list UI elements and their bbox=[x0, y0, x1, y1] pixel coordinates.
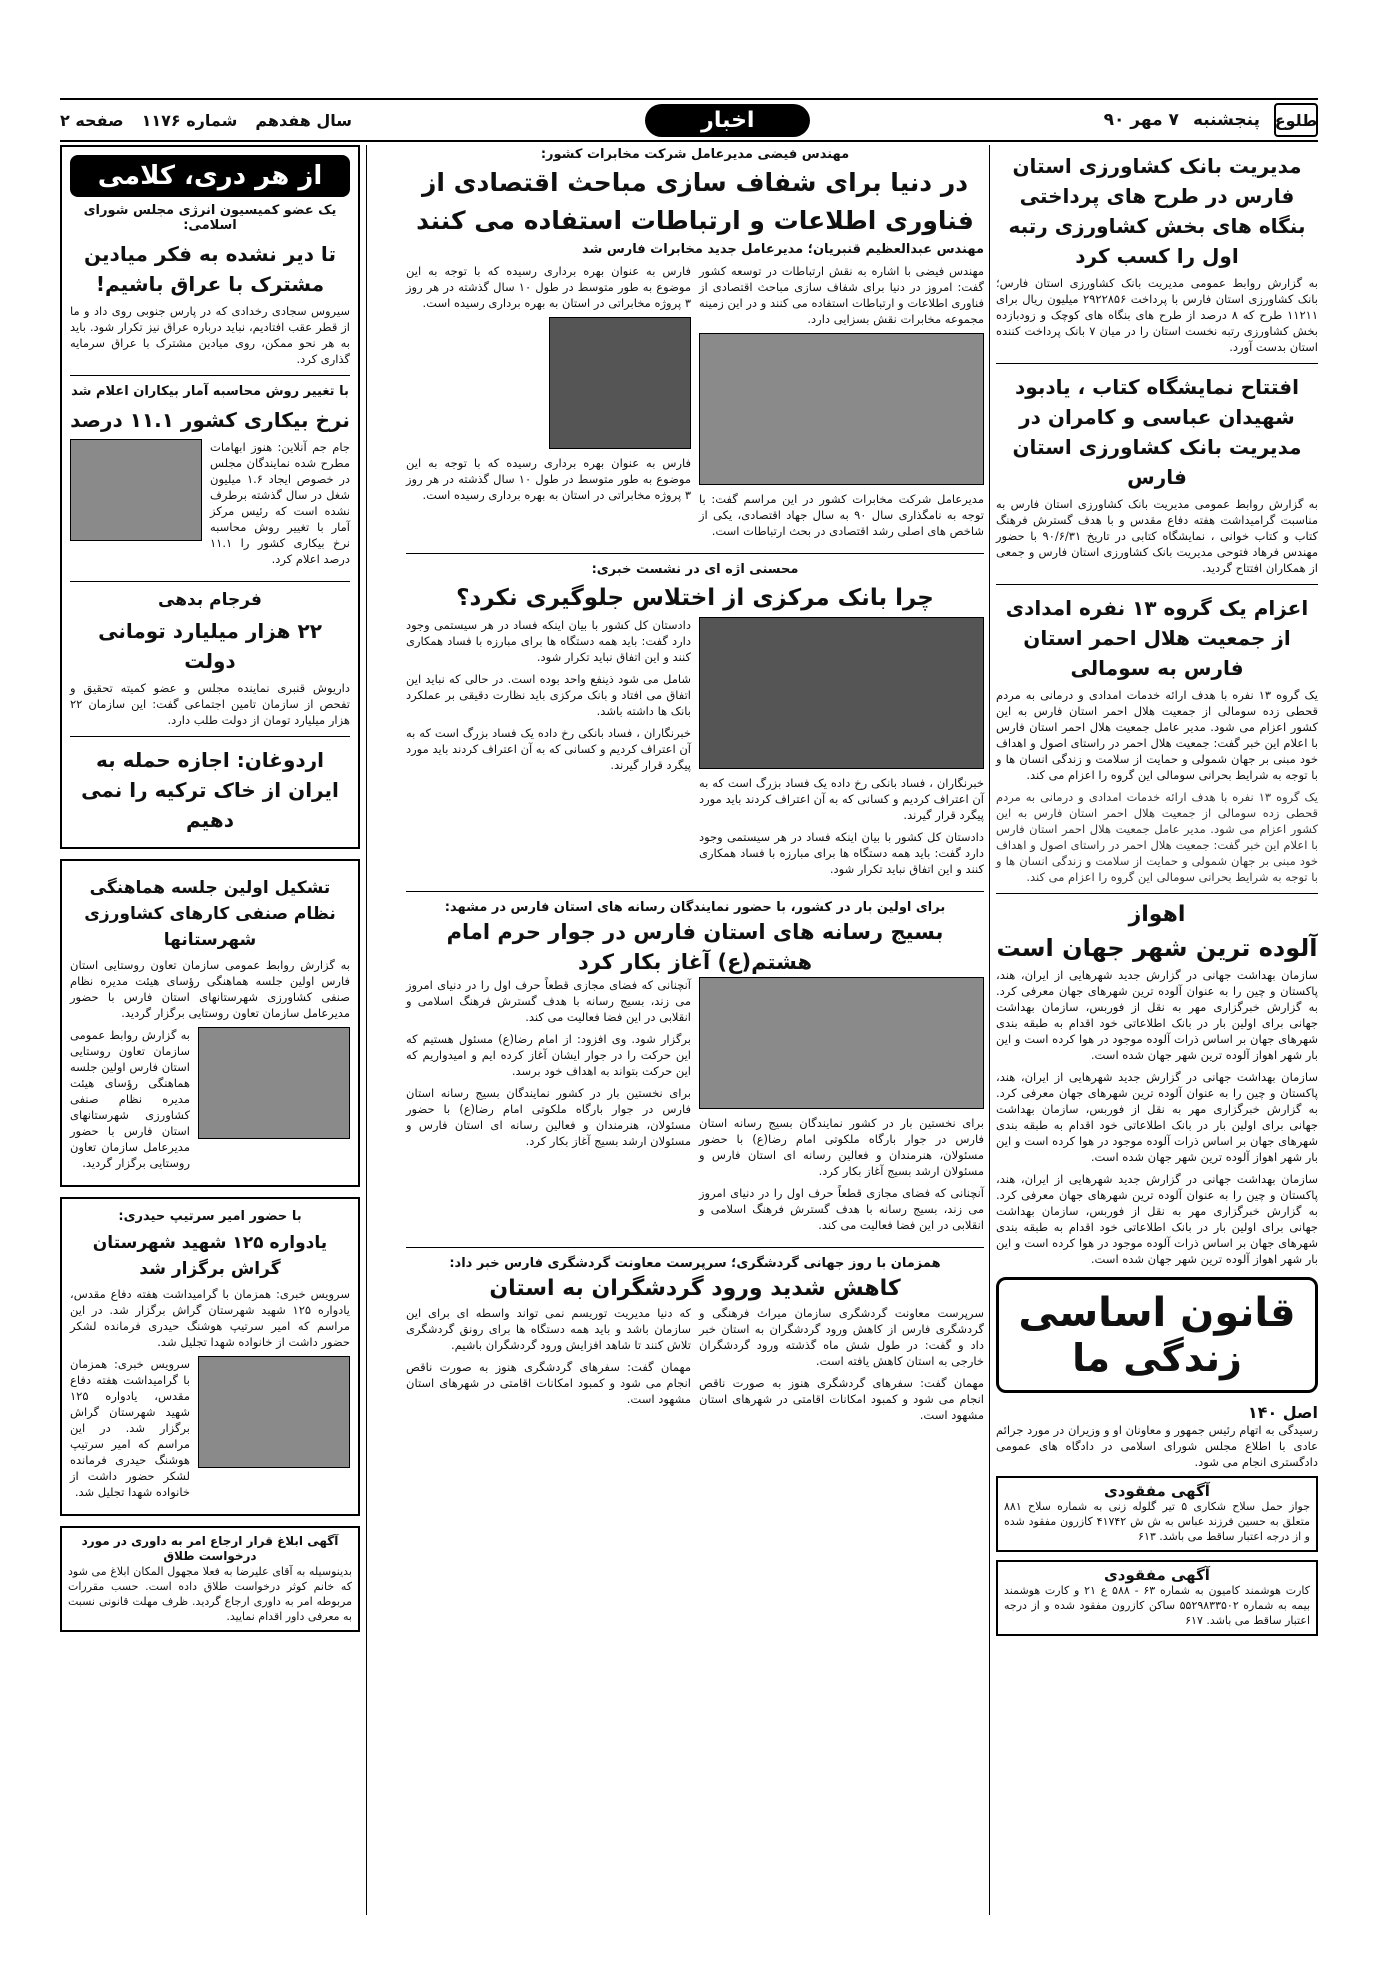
legal-notice-body: بدینوسیله به آقای علیرضا به فعلا مجهول المکان ابلاغ می شود که خانم کوثر درخواست طلاق داده است. حسب مقررات مربوطه امر به داوری ارجاع گردید. ظرف مهلت قانونی نسبت به معرفی داور اقدام نمایید. bbox=[68, 1565, 352, 1623]
lead-kicker: مهندس فیضی مدیرعامل شرکت مخابرات کشور: bbox=[540, 147, 850, 162]
article-title: اردوغان: اجازه حمله به ایران از خاک ترکیه را نمی دهیم bbox=[81, 748, 339, 832]
left-column bbox=[60, 145, 360, 1640]
article-title: تشکیل اولین جلسه هماهنگی نظام صنفی کارهای کشاورزی شهرستانها bbox=[84, 878, 336, 950]
photo-unemployment bbox=[70, 439, 202, 541]
guild-article-box bbox=[60, 859, 360, 1187]
photo-speaker bbox=[699, 617, 984, 769]
article-body: داریوش قنبری نماینده مجلس و عضو کمیته تحقیق و تفحص از سازمان تامین اجتماعی گفت: این سازمان ۲۲ هزار میلیارد تومان از دولت طلب دارد. bbox=[70, 681, 350, 727]
section-badge: اخبار bbox=[645, 104, 810, 137]
lost-notice-body: جواز حمل سلاح شکاری ۵ تیر گلوله زنی به شماره سلاح ۸۸۱ متعلق به حسین فرزند عباس به ش ش ۴۱۷۴۲ کازرون مفقود شده و از درجه اعتبار ساقط می باشد. ۶۱۳ bbox=[1004, 1500, 1310, 1543]
divider bbox=[406, 1247, 984, 1248]
lost-notice-title: آگهی مفقودی bbox=[1104, 1566, 1210, 1584]
article-body: سرپرست معاونت گردشگری سازمان میراث فرهنگی و گردشگری فارس از کاهش ورود گردشگران به استان خبر داد و گفت: در طول شش ماه گذشته ورود گردشگران خارجی به استان کاهش یافته است. bbox=[699, 1306, 984, 1368]
article-body: رسیدگی به اتهام رئیس جمهور و معاونان او و وزیران در مورد جرائم عادی با اطلاع مجلس شورای اسلامی در دادگاه های عمومی دادگستری انجام می شود. bbox=[996, 1423, 1318, 1469]
article-title: چرا بانک مرکزی از اختلاس جلوگیری نکرد؟ bbox=[456, 585, 934, 611]
article-body: یک گروه ۱۳ نفره با هدف ارائه خدمات امدادی و درمانی به مردم قحطی زده سومالی از جمعیت هلال احمر استان فارس به این کشور اعزام می شود. مدیر عامل جمعیت هلال احمر استان فارس با اعلام این خبر گفت: جمعیت هلال احمر در راستای اصول و اهداف خود مبنی بر جهان شمولی و حمایت از سلامت و زندگی انسان ها و با توجه به شرایط بحرانی سومالی این گروه را اعزام می کند. bbox=[996, 790, 1318, 884]
article-body: برگزار شود. وی افزود: از امام رضا(ع) مسئول هستیم که این حرکت را در جوار ایشان آغاز کرده ایم و امیدواریم که این حرکت بتواند به اهداف خود برسد. bbox=[406, 1032, 691, 1078]
article-body: سیروس سجادی رخدادی که در پارس جنوبی روی داد و ما از قطر عقب افتادیم، نباید درباره عراق نیز تکرار شود. باید به هر نحو ممکن، روی میادین مشترک با عراق سرمایه گذاری کرد. bbox=[70, 304, 350, 366]
article-body: یک گروه ۱۳ نفره با هدف ارائه خدمات امدادی و درمانی به مردم قحطی زده سومالی از جمعیت هلال احمر استان فارس به این کشور اعزام می شود. مدیر عامل جمعیت هلال احمر استان فارس با اعلام این خبر گفت: جمعیت هلال احمر در راستای اصول و اهداف خود مبنی بر جهان شمولی و حمایت از سلامت و زندگی انسان ها و با توجه به شرایط بحرانی سومالی این گروه را اعزام می کند. bbox=[996, 688, 1318, 782]
article-body: آنچنانی که فضای مجازی قطعاً حرف اول را در دنیای امروز می زند، بسیج رسانه با هدف گسترش فرهنگ اسلامی و انقلابی در این فضا فعالیت می کند. bbox=[699, 1186, 984, 1232]
article-title: تا دیر نشده به فکر میادین مشترک با عراق باشیم! bbox=[84, 242, 336, 296]
lost-notice bbox=[996, 1476, 1318, 1552]
lost-notice-title: آگهی مفقودی bbox=[1104, 1482, 1210, 1500]
divider bbox=[406, 891, 984, 892]
article-title: مدیریت بانک کشاورزی استان فارس در طرح های پرداختی بنگاه های بخش کشاورزی رتبه اول را کسب کرد bbox=[1008, 154, 1306, 268]
constitution-subtitle: زندگی ما bbox=[1072, 1336, 1242, 1380]
photo-portrait bbox=[549, 317, 691, 449]
masthead-left bbox=[60, 111, 352, 130]
lost-notice bbox=[996, 1560, 1318, 1636]
issue-number: شماره ۱۱۷۶ bbox=[141, 110, 238, 130]
article-heading: اصل ۱۴۰ bbox=[1247, 1403, 1318, 1422]
divider bbox=[996, 584, 1318, 585]
divider bbox=[70, 736, 350, 737]
article-body: مدیرعامل شرکت مخابرات کشور در این مراسم گفت: با توجه به نامگذاری سال ۹۰ به سال جهاد اقتصادی، یکی از شاخص های اصلی رشد اقتصادی در بحث ارتباطات است. bbox=[699, 492, 985, 538]
article-body: سرویس خبری: همزمان با گرامیداشت هفته دفاع مقدس، یادواره ۱۲۵ شهید شهرستان گراش برگزار شد. در این مراسم که امیر سرتیپ هوشنگ حیدری فرمانده لشکر حضور داشت از خانواده شهدا تجلیل شد. bbox=[70, 1287, 350, 1349]
article-kicker: محسنی اژه ای در نشست خبری: bbox=[591, 562, 799, 577]
article-title: بسیج رسانه های استان فارس در جوار حرم امام هشتم(ع) آغاز بکار کرد bbox=[446, 920, 944, 974]
briefs-box bbox=[60, 145, 360, 849]
article-title: آلوده ترین شهر جهان است bbox=[996, 934, 1318, 962]
article-body: سرویس خبری: همزمان با گرامیداشت هفته دفاع مقدس، یادواره ۱۲۵ شهید شهرستان گراش برگزار شد. در این مراسم که امیر سرتیپ هوشنگ حیدری فرمانده لشکر حضور داشت از خانواده شهدا تجلیل شد. bbox=[70, 1357, 190, 1499]
divider bbox=[996, 893, 1318, 894]
issue-day: پنجشنبه bbox=[1192, 110, 1260, 130]
article-kicker: با حضور امیر سرتیپ حیدری: bbox=[118, 1209, 302, 1224]
article-body: که دنیا مدیریت توریسم نمی تواند واسطه ای برای این سازمان باشد و باید همه دستگاه ها برای رونق گردشگری تلاش کنند تا شاهد افزایش ورود گردشگران باشیم. bbox=[406, 1306, 691, 1352]
article-title: اعزام یک گروه ۱۳ نفره امدادی از جمعیت هلال احمر استان فارس به سومالی bbox=[1005, 596, 1309, 680]
article-body: دادستان کل کشور با بیان اینکه فساد در هر سیستمی وجود دارد گفت: باید همه دستگاه ها برای مبارزه با فساد همکاری کنند و این اتفاق نباید تکرار شود. bbox=[699, 830, 984, 876]
photo-meeting bbox=[198, 1027, 350, 1139]
article-title: یادواره ۱۲۵ شهید شهرستان گراش برگزار شد bbox=[92, 1233, 328, 1279]
photo-ceremony bbox=[699, 333, 984, 485]
masthead-right bbox=[1104, 103, 1318, 137]
right-column bbox=[996, 145, 1318, 1644]
article-title: نرخ بیکاری کشور ۱۱.۱ درصد bbox=[70, 408, 350, 432]
legal-notice bbox=[60, 1526, 360, 1632]
article-body: سازمان بهداشت جهانی در گزارش جدید شهرهایی از ایران، هند، پاکستان و چین را به عنوان آلوده ترین شهرهای جهان معرفی کرد. به گزارش خبرگزاری مهر به نقل از فوربس، سازمان بهداشت جهانی برای اولین بار در بانک اطلاعاتی خود اقدام به طبقه بندی شهرهای جهان بر اساس ذرات آلوده موجود در هوا کرده است و این بار شهر اهواز آلوده ترین شهر جهان شده است. bbox=[996, 1172, 1318, 1266]
article-body: برای نخستین بار در کشور نمایندگان بسیج رسانه استان فارس در جوار بارگاه ملکوتی امام رضا(ع) با حضور مسئولان، هنرمندان و فعالین رسانه ای استان فارس و مسئولان ارشد بسیج آغاز بکار کرد. bbox=[699, 1116, 984, 1178]
article-kicker: برای اولین بار در کشور، با حضور نمایندگان رسانه های استان فارس در مشهد: bbox=[444, 900, 946, 915]
article-body: به گزارش روابط عمومی سازمان تعاون روستایی استان فارس اولین جلسه هماهنگی رؤسای هیئت مدیره نظام صنفی کشاورزی شهرستانهای استان فارس با حضور مدیرعامل سازمان تعاون روستایی برگزار گردید. bbox=[70, 1028, 190, 1170]
divider bbox=[70, 581, 350, 582]
article-body: خبرنگاران ، فساد بانکی رخ داده یک فساد بزرگ است که به آن اعتراف کردیم و کسانی که به آن اعتراف کردند باید مورد پیگرد قرار گیرند. bbox=[406, 726, 691, 772]
article-body: جام جم آنلاین: هنوز ابهامات مطرح شده نمایندگان مجلس در خصوص ایجاد ۱.۶ میلیون شغل در سال گذشته برطرف نشده است که رئیس مرکز آمار با تغییر روش محاسبه نرخ بیکاری کشور را ۱۱.۱ درصد اعلام کرد. bbox=[210, 440, 350, 566]
constitution-box bbox=[996, 1277, 1318, 1393]
briefs-title: از هر دری، کلامی bbox=[70, 155, 350, 197]
photo-event bbox=[699, 977, 984, 1109]
column-divider bbox=[366, 145, 367, 1915]
divider bbox=[70, 375, 350, 376]
page-number: صفحه ۲ bbox=[60, 110, 124, 130]
article-kicker: اهواز bbox=[1128, 902, 1186, 927]
lost-notice-body: کارت هوشمند کامیون به شماره ۶۳ - ۵۸۸ ع ۲۱ و کارت هوشمند بیمه به شماره ۵۵۲۹۸۳۳۵۰۲ ساکن کازرون مفقود شده و از درجه اعتبار ساقط می باشد. ۶۱۷ bbox=[1004, 1584, 1311, 1627]
masthead bbox=[60, 98, 1318, 142]
article-body: سازمان بهداشت جهانی در گزارش جدید شهرهایی از ایران، هند، پاکستان و چین را به عنوان آلوده ترین شهرهای جهان معرفی کرد. به گزارش خبرگزاری مهر به نقل از فوربس، سازمان بهداشت جهانی برای اولین بار در بانک اطلاعاتی خود اقدام به طبقه بندی شهرهای جهان بر اساس ذرات آلوده موجود در هوا کرده است و این بار شهر اهواز آلوده ترین شهر جهان شده است. bbox=[996, 1070, 1318, 1164]
article-title: ۲۲ هزار میلیارد تومانی دولت bbox=[98, 619, 322, 673]
lead-title: در دنیا برای شفاف سازی مباحث اقتصادی از فناوری اطلاعات و ارتباطات استفاده می کنند bbox=[416, 168, 974, 235]
paper-logo: طلوع bbox=[1274, 103, 1318, 137]
middle-column bbox=[406, 145, 984, 1429]
article-body: خبرنگاران ، فساد بانکی رخ داده یک فساد بزرگ است که به آن اعتراف کردیم و کسانی که به آن اعتراف کردند باید مورد پیگرد قرار گیرند. bbox=[699, 776, 984, 822]
article-kicker: یک عضو کمیسیون انرژی مجلس شورای اسلامی: bbox=[83, 203, 337, 233]
article-body: به گزارش روابط عمومی مدیریت بانک کشاورزی استان فارس به مناسبت گرامیداشت هفته دفاع مقدس و با هدف گسترش فرهنگ کتاب و کتاب خوانی ، نمایشگاه کتابی در تاریخ ۹۰/۶/۳۱ با حضور مهندس فرهاد فتوحی مدیریت بانک کشاورزی استان فارس و جمعی از همکاران افتتاح گردید. bbox=[996, 497, 1319, 575]
article-body: برای نخستین بار در کشور نمایندگان بسیج رسانه استان فارس در جوار بارگاه ملکوتی امام رضا(ع) با حضور مسئولان، هنرمندان و فعالین رسانه ای استان فارس و مسئولان ارشد بسیج آغاز بکار کرد. bbox=[406, 1086, 691, 1148]
constitution-title: قانون اساسی bbox=[1018, 1290, 1296, 1336]
article-body: به گزارش روابط عمومی مدیریت بانک کشاورزی استان فارس؛ بانک کشاورزی استان فارس با پرداخت ۲۹۲۲۸۵۶ میلیون ریال برای ۱۱۲۱۱ طرح که ۸ درصد از طرح های بنگاه های کوچک و زودبازده بخش کشاورزی رتبه نخست استان را در میان ۷ بانک پرداخت کننده استان بدست آورد. bbox=[996, 276, 1319, 354]
article-body: مهمان گفت: سفرهای گردشگری هنوز به صورت ناقص انجام می شود و کمبود امکانات اقامتی در شهرهای استان مشهود است. bbox=[699, 1376, 984, 1422]
article-kicker: با تغییر روش محاسبه آمار بیکاران اعلام شد bbox=[71, 384, 349, 399]
article-kicker: همزمان با روز جهانی گردشگری؛ سرپرست معاونت گردشگری فارس خبر داد: bbox=[449, 1256, 941, 1271]
divider bbox=[996, 363, 1318, 364]
article-body: سازمان بهداشت جهانی در گزارش جدید شهرهایی از ایران، هند، پاکستان و چین را به عنوان آلوده ترین شهرهای جهان معرفی کرد. به گزارش خبرگزاری مهر به نقل از فوربس، سازمان بهداشت جهانی برای اولین بار در بانک اطلاعاتی خود اقدام به طبقه بندی شهرهای جهان بر اساس ذرات آلوده موجود در هوا کرده است و این بار شهر اهواز آلوده ترین شهر جهان شده است. bbox=[996, 968, 1318, 1062]
article-body: آنچنانی که فضای مجازی قطعاً حرف اول را در دنیای امروز می زند، بسیج رسانه با هدف گسترش فرهنگ اسلامی و انقلابی در این فضا فعالیت می کند. bbox=[406, 978, 691, 1024]
issue-year: سال هفدهم bbox=[255, 110, 353, 130]
photo-commemoration bbox=[198, 1356, 350, 1468]
issue-date: ۷ مهر ۹۰ bbox=[1103, 110, 1179, 130]
article-body: فارس به عنوان بهره برداری رسیده که با توجه به این موضوع به طور متوسط در طول ۱۰ سال گذشته در هر روز ۳ پروژه مخابراتی در استان به بهره برداری رسیده است. bbox=[406, 456, 691, 502]
legal-notice-title: آگهی ابلاغ قرار ارجاع امر به داوری در مورد درخواست طلاق bbox=[81, 1534, 339, 1563]
article-body: مهمان گفت: سفرهای گردشگری هنوز به صورت ناقص انجام می شود و کمبود امکانات اقامتی در شهرهای استان مشهود است. bbox=[406, 1360, 691, 1406]
article-kicker: فرجام بدهی bbox=[158, 590, 262, 610]
article-body: به گزارش روابط عمومی سازمان تعاون روستایی استان فارس اولین جلسه هماهنگی رؤسای هیئت مدیره نظام صنفی کشاورزی شهرستانهای استان فارس با حضور مدیرعامل سازمان تعاون روستایی برگزار گردید. bbox=[70, 958, 350, 1020]
article-body: فارس به عنوان بهره برداری رسیده که با توجه به این موضوع به طور متوسط در طول ۱۰ سال گذشته در هر روز ۳ پروژه مخابراتی در استان به بهره برداری رسیده است. bbox=[406, 264, 691, 310]
column-divider bbox=[989, 145, 990, 1915]
divider bbox=[406, 553, 984, 554]
martyrs-article-box bbox=[60, 1197, 360, 1516]
article-body: دادستان کل کشور با بیان اینکه فساد در هر سیستمی وجود دارد گفت: باید همه دستگاه ها برای مبارزه با فساد همکاری کنند و این اتفاق نباید تکرار شود. bbox=[406, 618, 691, 664]
article-title: افتتاح نمایشگاه کتاب ، یادبود شهیدان عباسی و کامران در مدیریت بانک کشاورزی استان فارس bbox=[1012, 375, 1302, 489]
article-body: مهندس فیضی با اشاره به نقش ارتباطات در توسعه کشور گفت: امروز در دنیا برای شفاف سازی مباحث اقتصادی از فناوری اطلاعات و ارتباطات استفاده می کنند و در این زمینه مجموعه مخابرات نقش بسزایی دارد. bbox=[699, 264, 984, 326]
article-title: کاهش شدید ورود گردشگران به استان bbox=[489, 1276, 901, 1301]
article-body: شامل می شود ذینفع واحد بوده است. در حالی که نباید این اتفاق می افتاد و بانک مرکزی باید نظارت دقیقی بر عملکرد بانک ها داشته باشد. bbox=[406, 672, 691, 718]
lead-subtitle: مهندس عبدالعظیم قنبریان؛ مدیرعامل جدید مخابرات فارس شد bbox=[582, 242, 984, 257]
